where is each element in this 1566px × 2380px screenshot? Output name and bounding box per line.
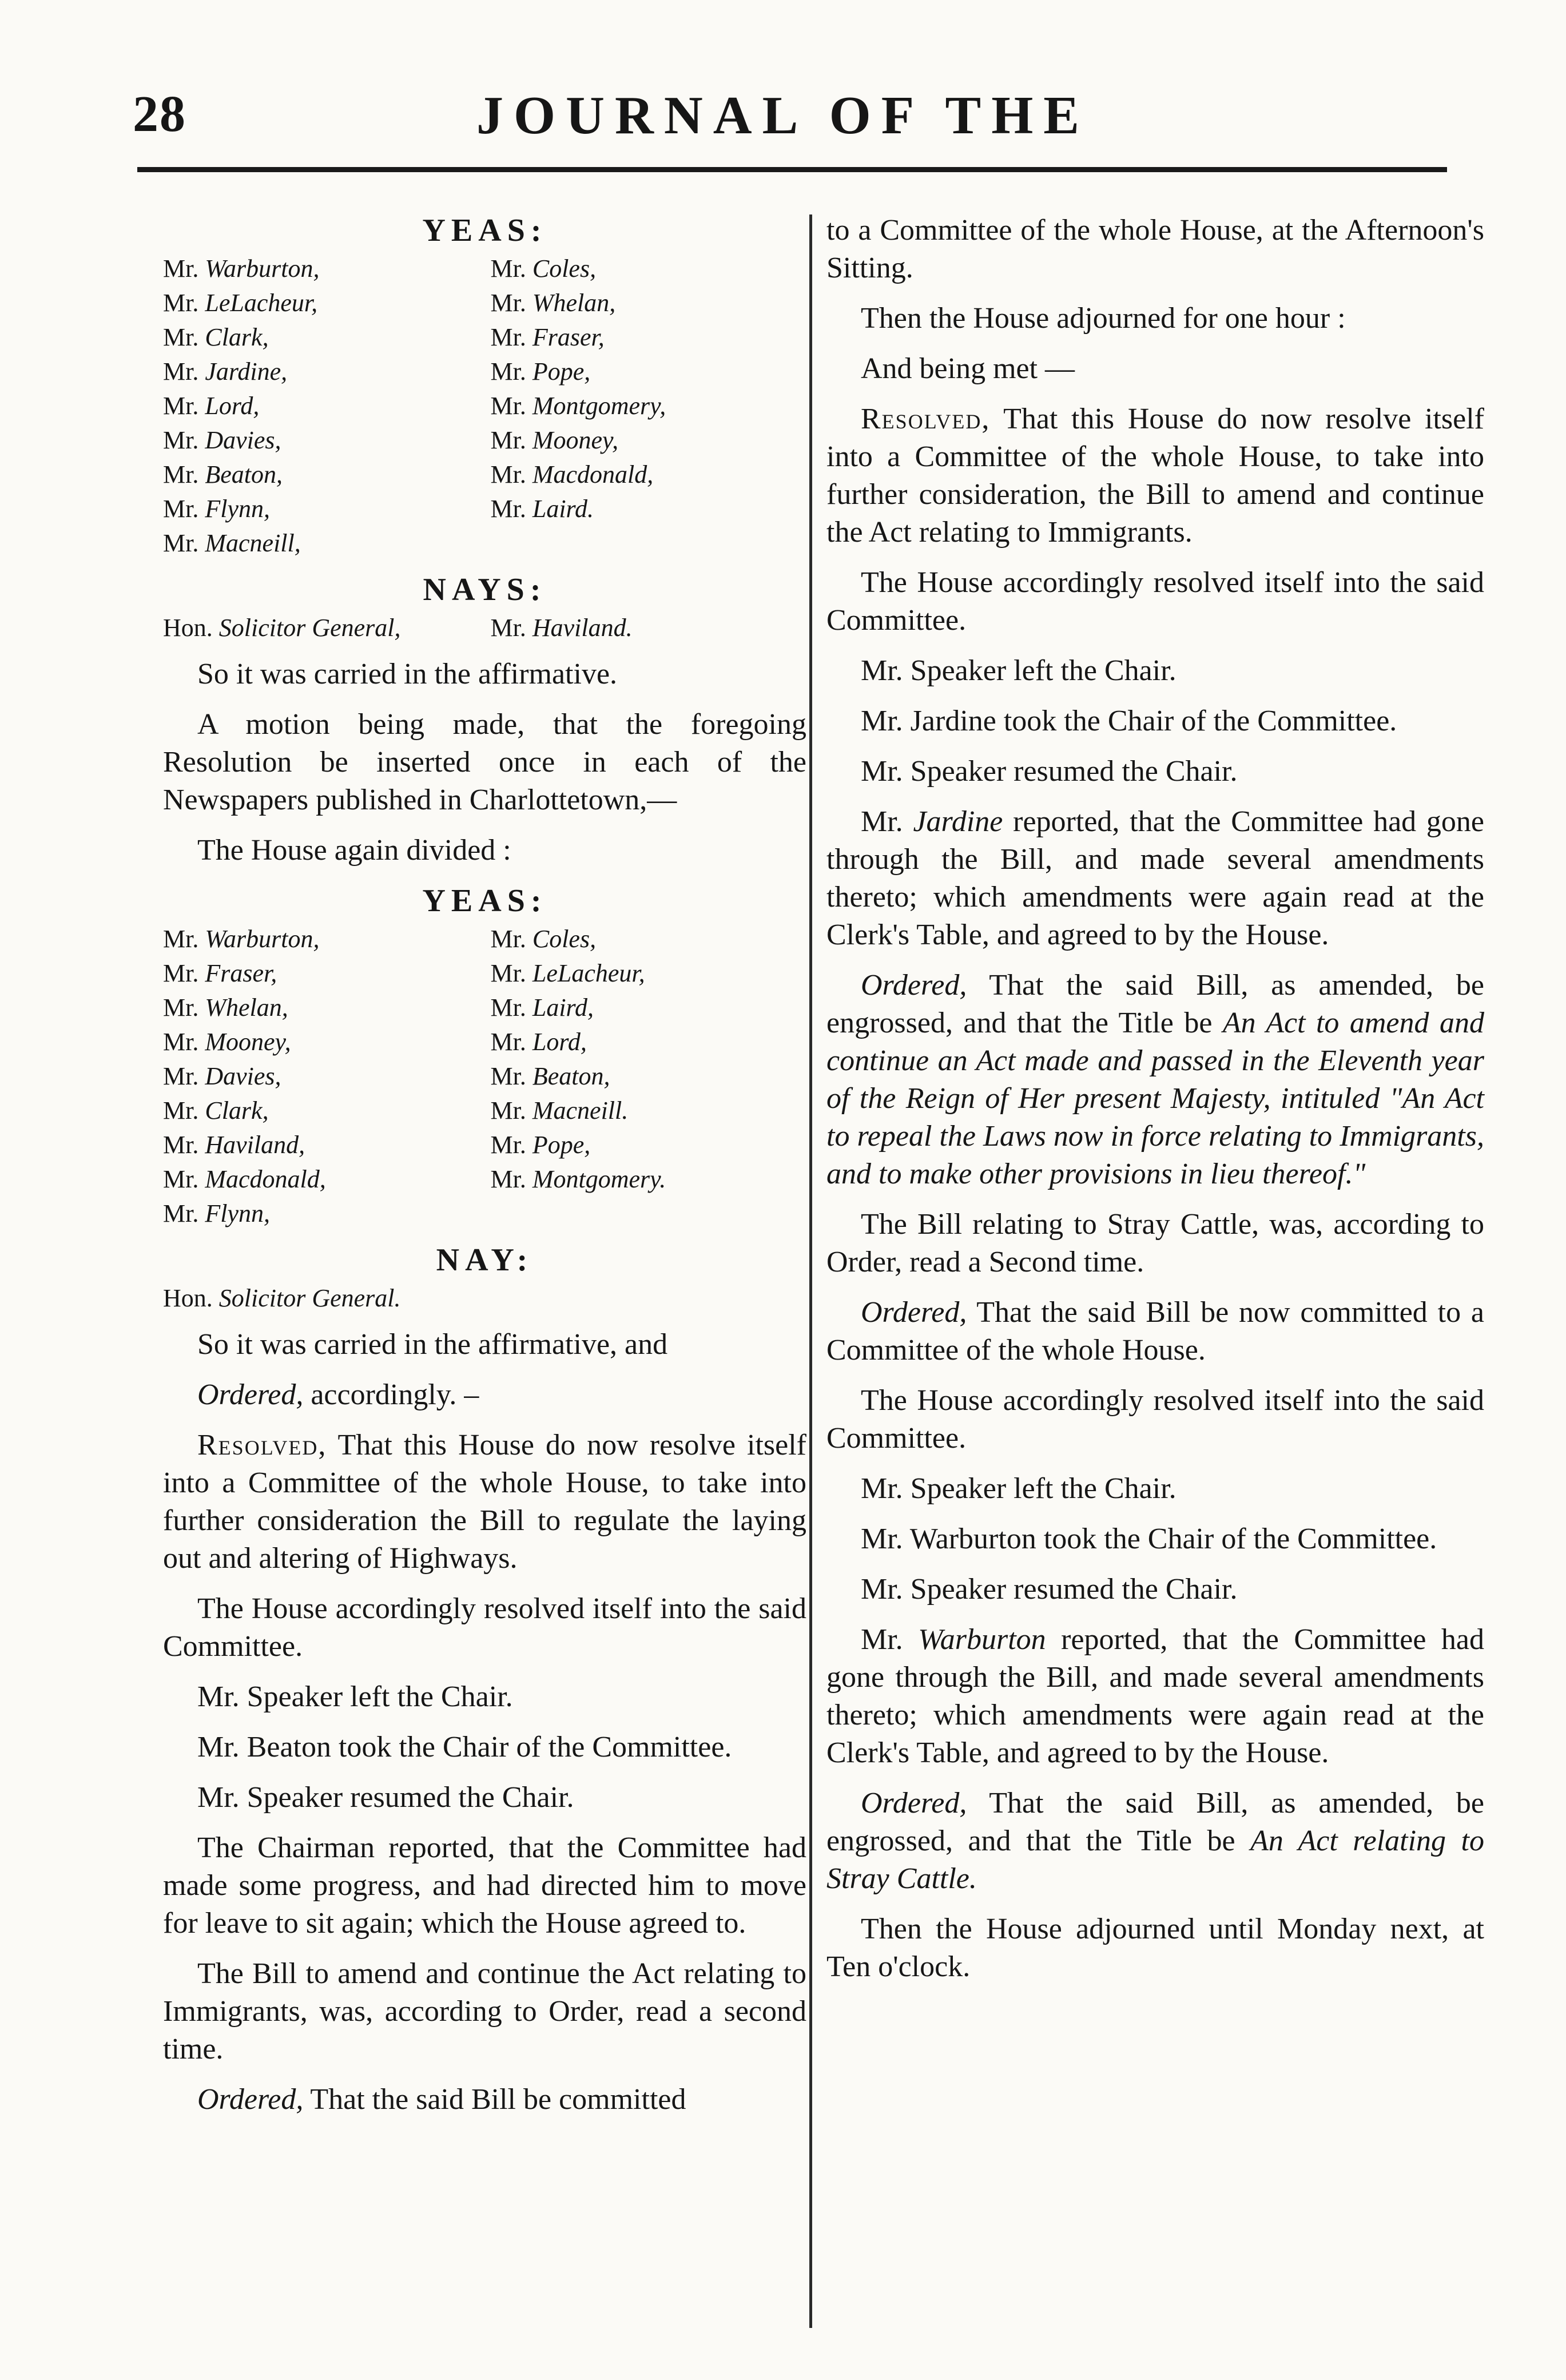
- paragraph-text: That the said Bill, as amended, be engrossed, and that the Title be: [826, 1787, 1484, 1857]
- paragraph-text: reported, that the Committee had gone through the Bill, and made several amendments thereto; which amendments were again read at the Clerk's Table, and agreed to by the House.: [826, 805, 1485, 951]
- bill-title: An Act to amend and continue an Act made and passed in the Eleventh year of the Reign of Her present Majesty, intituled "An Act to repeal the Laws now in force relating to Immigrants, and to make other provisions in lieu thereof.": [826, 1007, 1484, 1190]
- paragraph: Then the House adjourned for one hour :: [861, 302, 1346, 335]
- paragraph: A motion being made, that the foregoing Resolution be inserted once in each of the Newspapers published in Charlottetown,—: [163, 708, 806, 816]
- member-name: Mr. Macneill,: [163, 529, 301, 557]
- paragraph: The Chairman reported, that the Committee had made some progress, and had directed him to move for leave to sit again; which the House agreed to.: [163, 1831, 806, 1940]
- paragraph-text: Mr.: [861, 805, 913, 838]
- yeas-list: [163, 922, 806, 1231]
- member-name: Mr. Whelan,: [163, 994, 288, 1022]
- paragraph: [826, 967, 1484, 1193]
- member-name: Mr. Flynn,: [163, 1199, 270, 1227]
- nay-heading: NAY:: [436, 1242, 534, 1278]
- member-name: Mr. Laird,: [490, 994, 594, 1022]
- member-name: Mr. Pope,: [490, 1131, 591, 1159]
- paragraph: [163, 1376, 806, 1414]
- yeas-list: [163, 252, 806, 561]
- member-name: Mr. Beaton,: [490, 1062, 610, 1090]
- header-rule: [137, 167, 1447, 172]
- column-divider: [809, 214, 812, 2328]
- paragraph: Mr. Jardine took the Chair of the Committee.: [861, 705, 1397, 737]
- page-number: 28: [133, 86, 186, 142]
- member-name: Mr. Davies,: [163, 426, 281, 454]
- paragraph: The Bill relating to Stray Cattle, was, according to Order, read a Second time.: [826, 1208, 1484, 1278]
- member-name: Mr. Coles,: [490, 255, 597, 283]
- member-name: Mr. Flynn,: [163, 495, 270, 523]
- member-name: Mr. LeLacheur,: [163, 289, 318, 317]
- paragraph: [163, 2081, 806, 2119]
- resolved-lead: Resolved,: [197, 1429, 327, 1461]
- ordered-lead: Ordered,: [861, 1296, 967, 1329]
- ordered-lead: Ordered,: [861, 969, 967, 1002]
- paragraph: Mr. Speaker resumed the Chair.: [197, 1781, 574, 1814]
- member-name: Mr. Fraser,: [490, 323, 605, 351]
- member-name: Mr. Macdonald,: [490, 460, 654, 488]
- paragraph-text: That the said Bill be committed: [303, 2083, 686, 2116]
- member-name: Mr. LeLacheur,: [490, 959, 645, 987]
- ordered-lead: Ordered,: [197, 2083, 304, 2116]
- member-name: Mr. Mooney,: [163, 1028, 291, 1056]
- paragraph-text: accordingly. –: [303, 1378, 479, 1411]
- paragraph: [163, 1427, 806, 1578]
- running-head: JOURNAL OF THE: [476, 86, 1090, 145]
- paragraph: Mr. Speaker left the Chair.: [197, 1680, 513, 1713]
- paragraph: And being met —: [861, 352, 1075, 385]
- paragraph: The Bill to amend and continue the Act relating to Immigrants, was, according to Order, read a second time.: [163, 1957, 806, 2065]
- member-name: Mr. Whelan,: [490, 289, 616, 317]
- paragraph-text: That this House do now resolve itself into a Committee of the whole House, to take into further consideration, the Bill to amend and continue the Act relating to Immigrants.: [826, 403, 1484, 549]
- member-name: Mr. Warburton,: [163, 925, 320, 953]
- member-name: Mr. Lord,: [163, 392, 260, 420]
- paragraph: So it was carried in the affirmative, and: [197, 1328, 668, 1361]
- ordered-lead: Ordered,: [861, 1787, 967, 1819]
- member-name: Mr. Pope,: [490, 357, 591, 386]
- paragraph: So it was carried in the affirmative.: [197, 658, 618, 690]
- member-name: Mr. Warburton,: [163, 255, 320, 283]
- yeas-heading: YEAS:: [422, 213, 547, 248]
- member-name: Mr. Beaton,: [163, 460, 283, 488]
- member-name: Mr. Clark,: [163, 323, 269, 351]
- member-name: Mr. Davies,: [163, 1062, 281, 1090]
- paragraph: [826, 803, 1484, 954]
- member-name: Mr. Mooney,: [490, 426, 619, 454]
- member-name: Mr. Laird.: [490, 495, 594, 523]
- member-name: Mr. Haviland.: [490, 614, 633, 642]
- paragraph: Then the House adjourned until Monday next, at Ten o'clock.: [826, 1913, 1484, 1983]
- yeas-heading: YEAS:: [422, 883, 547, 919]
- paragraph: [826, 400, 1484, 551]
- paragraph: [826, 1621, 1484, 1772]
- member-name: Hon. Solicitor General,: [163, 614, 401, 642]
- paragraph: [826, 1294, 1484, 1369]
- nays-list: [163, 611, 806, 645]
- left-column: [163, 212, 806, 2131]
- paragraph-text: That the said Bill be now committed to a Committee of the whole House.: [826, 1296, 1484, 1366]
- resolved-lead: Resolved,: [861, 403, 991, 435]
- paragraph: Mr. Speaker resumed the Chair.: [861, 755, 1238, 788]
- member-name: Mr. Lord,: [490, 1028, 587, 1056]
- paragraph: Mr. Speaker left the Chair.: [861, 654, 1177, 687]
- paragraph: Mr. Beaton took the Chair of the Committee.: [197, 1731, 732, 1763]
- paragraph: Mr. Speaker left the Chair.: [861, 1472, 1177, 1505]
- paragraph: [826, 1785, 1484, 1898]
- member-name: Mr. Jardine,: [163, 357, 288, 386]
- member-name: Mr. Montgomery.: [490, 1165, 666, 1193]
- paragraph: Mr. Warburton took the Chair of the Committee.: [861, 1523, 1437, 1555]
- paragraph: The House accordingly resolved itself into the said Committee.: [163, 1592, 806, 1663]
- member-name: Mr. Clark,: [163, 1096, 269, 1125]
- bill-title: An Act relating to Stray Cattle.: [826, 1825, 1485, 1895]
- paragraph: The House accordingly resolved itself into the said Committee.: [826, 1384, 1484, 1455]
- member-name: Mr. Haviland,: [163, 1131, 305, 1159]
- nays-heading: NAYS:: [423, 572, 547, 607]
- paragraph-text: That the said Bill, as amended, be engrossed, and that the Title be: [826, 969, 1484, 1039]
- paragraph-text: reported, that the Committee had gone through the Bill, and made several amendments thereto; which amendments were again read at the Clerk's Table, and agreed to by the House.: [826, 1623, 1485, 1769]
- member-name: Mr. Fraser,: [163, 959, 277, 987]
- member-name: Mr. Macdonald,: [163, 1165, 326, 1193]
- paragraph: The House accordingly resolved itself into the said Committee.: [826, 566, 1484, 637]
- member-name: Warburton: [918, 1623, 1046, 1656]
- member-name: Hon. Solicitor General.: [163, 1284, 401, 1312]
- paragraph: Mr. Speaker resumed the Chair.: [861, 1573, 1238, 1606]
- nay-list: [163, 1281, 806, 1316]
- paragraph: The House again divided :: [197, 834, 511, 867]
- paragraph-text: That this House do now resolve itself into a Committee of the whole House, to take into further consideration the Bill to regulate the laying out and altering of Highways.: [163, 1429, 806, 1575]
- paragraph: to a Committee of the whole House, at the Afternoon's Sitting.: [826, 214, 1484, 284]
- paragraph-text: Mr.: [861, 1623, 919, 1656]
- right-column: [826, 212, 1484, 1998]
- member-name: Mr. Montgomery,: [490, 392, 666, 420]
- member-name: Jardine: [913, 805, 1003, 838]
- member-name: Mr. Macneill.: [490, 1096, 629, 1125]
- member-name: Mr. Coles,: [490, 925, 597, 953]
- ordered-lead: Ordered,: [197, 1378, 304, 1411]
